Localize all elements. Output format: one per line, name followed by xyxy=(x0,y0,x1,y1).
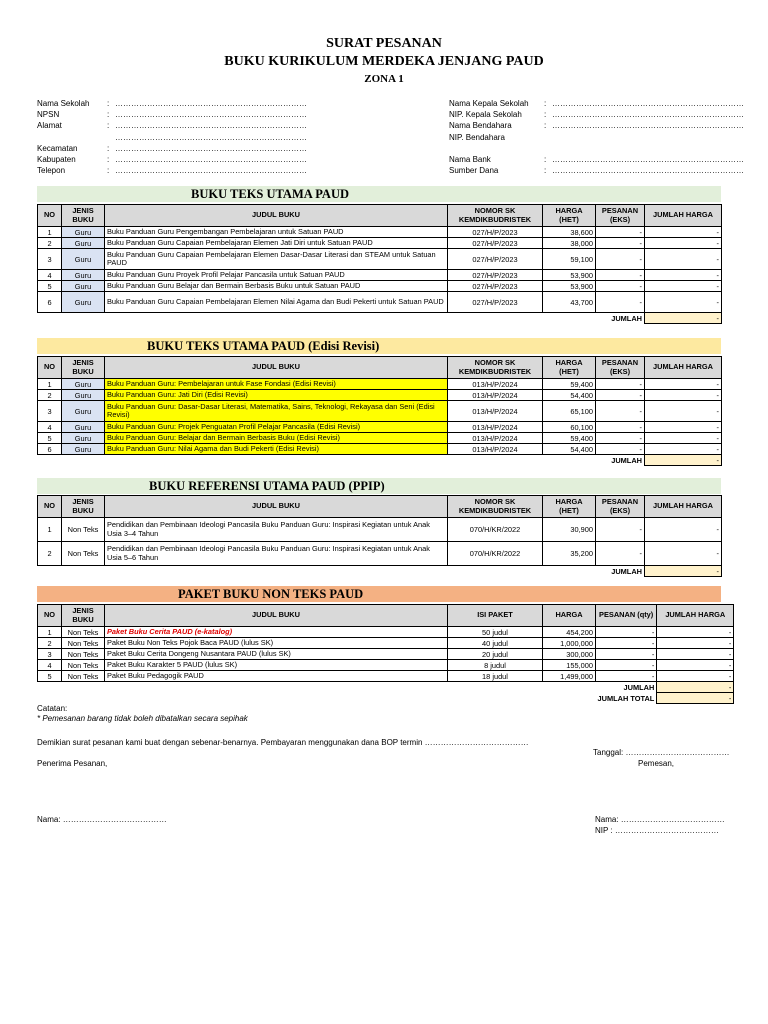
judul-text: Buku Panduan Guru Capaian Pembelajaran Elemen Jati Diri untuk Satuan PAUD xyxy=(107,237,373,247)
harga-value: 35,200 xyxy=(543,542,596,566)
judul-buku xyxy=(105,249,448,270)
table-row xyxy=(38,379,722,390)
judul-buku xyxy=(105,292,448,313)
harga-value: 54,400 xyxy=(543,390,596,401)
judul-buku xyxy=(105,638,448,649)
judul-buku xyxy=(105,518,448,542)
jumlah-harga-value: - xyxy=(645,444,722,455)
harga-value: 59,400 xyxy=(543,433,596,444)
jumlah-harga-value: - xyxy=(645,292,722,313)
info_left-row xyxy=(37,98,307,109)
pesanan-input[interactable]: - xyxy=(596,660,657,671)
section-header-buku-teks xyxy=(37,186,721,202)
pesanan-input[interactable]: - xyxy=(596,401,645,422)
row-number: 2 xyxy=(38,542,62,566)
column-header: JUDUL BUKU xyxy=(105,496,448,518)
isi-paket: 8 judul xyxy=(448,660,543,671)
jenis-buku: Non Teks xyxy=(62,649,105,660)
row-number: 6 xyxy=(38,444,62,455)
column-header: NO xyxy=(38,357,62,379)
column-header: JUDUL BUKU xyxy=(105,605,448,627)
pesanan-input[interactable]: - xyxy=(596,281,645,292)
nip-pemesan-field[interactable]: NIP : ………………………………… xyxy=(595,826,719,835)
column-header: JUDUL BUKU xyxy=(105,205,448,227)
field-colon: : xyxy=(544,154,547,164)
field-colon: : xyxy=(107,110,110,120)
table-row xyxy=(38,227,722,238)
row-number: 1 xyxy=(38,379,62,390)
pesanan-input[interactable]: - xyxy=(596,238,645,249)
field-label: Nama Kepala Sekolah xyxy=(449,99,529,108)
column-header: JENIS BUKU xyxy=(62,605,105,627)
field-value[interactable]: ……………………………………………………………… xyxy=(115,121,307,131)
isi-paket: 20 judul xyxy=(448,649,543,660)
column-header: JUDUL BUKU xyxy=(105,357,448,379)
judul-buku xyxy=(105,238,448,249)
field-label: NIP. Kepala Sekolah xyxy=(449,110,522,120)
harga-value: 38,600 xyxy=(543,227,596,238)
judul-buku xyxy=(105,281,448,292)
judul-text: Buku Panduan Guru: Jati Diri (Edisi Revisi) xyxy=(107,389,248,399)
nama-pemesan-field[interactable]: Nama: ………………………………… xyxy=(595,815,725,824)
total-value: - xyxy=(657,682,734,693)
column-header: JUMLAH HARGA xyxy=(645,496,722,518)
jenis-buku: Guru xyxy=(62,422,105,433)
column-header: PESANAN (EKS) xyxy=(596,357,645,379)
row-number: 1 xyxy=(38,627,62,638)
nomor-sk: 070/H/KR/2022 xyxy=(448,542,543,566)
judul-text: Paket Buku Non Teks Pojok Baca PAUD (lulus SK) xyxy=(107,637,274,647)
jenis-buku: Guru xyxy=(62,379,105,390)
row-number: 2 xyxy=(38,638,62,649)
row-number: 5 xyxy=(38,433,62,444)
section-header-edisi-revisi xyxy=(37,338,721,354)
nomor-sk: 070/H/KR/2022 xyxy=(448,518,543,542)
info_right-row xyxy=(449,98,744,109)
judul-text: Buku Panduan Guru: Projek Penguatan Profil Pelajar Pancasila (Edisi Revisi) xyxy=(107,421,361,431)
field-value[interactable]: ……………………………………………………………… xyxy=(552,121,744,131)
field-value[interactable]: ……………………………………………………………… xyxy=(115,110,307,120)
pesanan-input[interactable]: - xyxy=(596,227,645,238)
judul-buku xyxy=(105,390,448,401)
judul-text: Buku Panduan Guru: Pembelajaran untuk Fase Fondasi (Edisi Revisi) xyxy=(107,378,336,388)
column-header: JENIS BUKU xyxy=(62,496,105,518)
jenis-buku: Guru xyxy=(62,238,105,249)
jenis-buku: Non Teks xyxy=(62,671,105,682)
jumlah-harga-value: - xyxy=(645,422,722,433)
pesanan-input[interactable]: - xyxy=(596,292,645,313)
field-value[interactable]: ……………………………………………………………… xyxy=(552,166,744,176)
nomor-sk: 027/H/P/2023 xyxy=(448,249,543,270)
nomor-sk: 027/H/P/2023 xyxy=(448,281,543,292)
total-row xyxy=(38,682,734,693)
column-header: HARGA (HET) xyxy=(543,496,596,518)
total-value: - xyxy=(657,693,734,704)
harga-value: 30,900 xyxy=(543,518,596,542)
field-label: Alamat xyxy=(37,121,62,131)
row-number: 1 xyxy=(38,227,62,238)
jumlah-harga-value: - xyxy=(645,227,722,238)
judul-text: Buku Panduan Guru Belajar dan Bermain Berbasis Buku untuk Satuan PAUD xyxy=(107,280,361,290)
jumlah-harga-value: - xyxy=(657,627,734,638)
pesanan-input[interactable]: - xyxy=(596,433,645,444)
field-value[interactable]: ……………………………………………………………… xyxy=(115,99,307,108)
table-header-row xyxy=(38,605,734,627)
pesanan-input[interactable]: - xyxy=(596,390,645,401)
column-header: NOMOR SK KEMDIKBUDRISTEK xyxy=(448,357,543,379)
school-info xyxy=(37,98,307,176)
column-header: PESANAN (EKS) xyxy=(596,205,645,227)
principal-info xyxy=(449,98,744,176)
harga-value: 60,100 xyxy=(543,422,596,433)
pesanan-input[interactable]: - xyxy=(596,422,645,433)
table-row xyxy=(38,649,734,660)
jumlah-harga-value: - xyxy=(657,649,734,660)
nomor-sk: 027/H/P/2023 xyxy=(448,227,543,238)
jumlah-harga-value: - xyxy=(645,390,722,401)
row-number: 3 xyxy=(38,249,62,270)
column-header: PESANAN (qty) xyxy=(596,605,657,627)
catatan-label: Catatan: xyxy=(37,704,68,713)
judul-text: Pendidikan dan Pembinaan Ideologi Pancasila Buku Panduan Guru: Inspirasi Kegiatan untuk Anak Usia 3–4 Tahun xyxy=(107,520,430,538)
jumlah-harga-value: - xyxy=(657,671,734,682)
judul-text: Paket Buku Cerita PAUD (e-katalog) xyxy=(107,626,233,636)
field-label: NPSN xyxy=(37,110,60,120)
info_right-row xyxy=(449,132,744,143)
table-row xyxy=(38,518,722,542)
total-value: - xyxy=(645,455,722,466)
tanggal-field[interactable]: Tanggal: ………………………………… xyxy=(593,748,730,757)
isi-paket: 40 judul xyxy=(448,638,543,649)
column-header: JUMLAH HARGA xyxy=(645,205,722,227)
table-row xyxy=(38,542,722,566)
row-number: 4 xyxy=(38,660,62,671)
nomor-sk: 013/H/P/2024 xyxy=(448,379,543,390)
jenis-buku: Guru xyxy=(62,433,105,444)
field-label: Kabupaten xyxy=(37,154,76,164)
judul-buku xyxy=(105,671,448,682)
nomor-sk: 027/H/P/2023 xyxy=(448,292,543,313)
field-colon: : xyxy=(107,143,110,153)
column-header: HARGA xyxy=(543,605,596,627)
judul-text: Paket Buku Cerita Dongeng Nusantara PAUD (lulus SK) xyxy=(107,648,291,658)
row-number: 4 xyxy=(38,422,62,433)
judul-buku xyxy=(105,270,448,281)
jumlah-harga-value: - xyxy=(657,660,734,671)
row-number: 6 xyxy=(38,292,62,313)
catatan-note: * Pemesanan barang tidak boleh dibatalkan secara sepihak xyxy=(37,714,248,723)
table-referensi xyxy=(37,495,722,577)
judul-buku xyxy=(105,422,448,433)
column-header: NOMOR SK KEMDIKBUDRISTEK xyxy=(448,496,543,518)
harga-value: 59,100 xyxy=(543,249,596,270)
judul-text: Paket Buku Pedagogik PAUD xyxy=(107,670,204,680)
jumlah-harga-value: - xyxy=(645,379,722,390)
table-header-row xyxy=(38,205,722,227)
pesanan-input[interactable]: - xyxy=(596,249,645,270)
judul-text: Buku Panduan Guru Capaian Pembelajaran Elemen Dasar-Dasar Literasi dan STEAM untuk Satuan PAUD xyxy=(107,249,436,267)
harga-value: 38,000 xyxy=(543,238,596,249)
section-header-referensi xyxy=(37,478,721,494)
jumlah-harga-value: - xyxy=(645,401,722,422)
field-colon: : xyxy=(544,99,547,108)
field-label: NIP. Bendahara xyxy=(449,132,505,142)
title-surat-pesanan: SURAT PESANAN xyxy=(326,36,442,51)
field-colon: : xyxy=(544,121,547,131)
total-label: JUMLAH xyxy=(623,682,655,692)
column-header: JUMLAH HARGA xyxy=(657,605,734,627)
judul-buku xyxy=(105,649,448,660)
row-number: 3 xyxy=(38,401,62,422)
field-value[interactable]: ……………………………………………………………… xyxy=(115,132,307,142)
section-header-paket xyxy=(37,586,721,602)
field-colon: : xyxy=(107,99,110,108)
total-label: JUMLAH TOTAL xyxy=(597,693,655,703)
pesanan-input[interactable]: - xyxy=(596,379,645,390)
field-colon: : xyxy=(107,166,110,176)
column-header: ISI PAKET xyxy=(448,605,543,627)
field-value[interactable]: ……………………………………………………………… xyxy=(115,166,307,176)
info_left-row xyxy=(37,154,307,165)
pesanan-input[interactable]: - xyxy=(596,627,657,638)
total-row xyxy=(38,693,734,704)
table-row xyxy=(38,390,722,401)
judul-text: Buku Panduan Guru: Nilai Agama dan Budi Pekerti (Edisi Revisi) xyxy=(107,443,319,453)
isi-paket: 50 judul xyxy=(448,627,543,638)
info_left-row xyxy=(37,120,307,131)
table-buku-teks xyxy=(37,204,722,324)
info_right-row xyxy=(449,109,744,120)
field-value[interactable]: ……………………………………………………………… xyxy=(552,110,744,120)
table-row xyxy=(38,238,722,249)
table-header-row xyxy=(38,357,722,379)
row-number: 4 xyxy=(38,270,62,281)
jenis-buku: Non Teks xyxy=(62,518,105,542)
total-row xyxy=(38,566,722,577)
table-row xyxy=(38,671,734,682)
row-number: 5 xyxy=(38,671,62,682)
nomor-sk: 013/H/P/2024 xyxy=(448,390,543,401)
nomor-sk: 013/H/P/2024 xyxy=(448,444,543,455)
harga-value: 43,700 xyxy=(543,292,596,313)
jenis-buku: Guru xyxy=(62,270,105,281)
section-title: PAKET BUKU NON TEKS PAUD xyxy=(178,587,364,601)
row-number: 3 xyxy=(38,649,62,660)
table-header-row xyxy=(38,496,722,518)
pesanan-input[interactable]: - xyxy=(596,542,645,566)
column-header: NO xyxy=(38,605,62,627)
column-header: NO xyxy=(38,496,62,518)
nomor-sk: 013/H/P/2024 xyxy=(448,422,543,433)
table-paket xyxy=(37,604,734,704)
pesanan-input[interactable]: - xyxy=(596,671,657,682)
harga-value: 300,000 xyxy=(543,649,596,660)
pesanan-input[interactable]: - xyxy=(596,270,645,281)
statement-text: Demikian surat pesanan kami buat dengan sebenar-benarnya. Pembayaran menggunakan dana BOP termin ………………………………… xyxy=(37,738,529,747)
jenis-buku: Guru xyxy=(62,227,105,238)
row-number: 2 xyxy=(38,390,62,401)
jumlah-harga-value: - xyxy=(657,638,734,649)
jumlah-harga-value: - xyxy=(645,281,722,292)
judul-text: Buku Panduan Guru Capaian Pembelajaran Elemen Nilai Agama dan Budi Pekerti untuk Satuan PAUD xyxy=(107,296,444,306)
harga-value: 59,400 xyxy=(543,379,596,390)
total-value: - xyxy=(645,566,722,577)
field-value[interactable]: ……………………………………………………………… xyxy=(115,143,307,153)
field-value[interactable]: ……………………………………………………………… xyxy=(115,154,307,164)
total-row xyxy=(38,313,722,324)
field-label: Kecamatan xyxy=(37,143,78,153)
nama-penerima-field[interactable]: Nama: ………………………………… xyxy=(37,815,167,824)
field-colon xyxy=(544,143,552,154)
judul-text: Buku Panduan Guru Pengembangan Pembelajaran untuk Satuan PAUD xyxy=(107,226,344,236)
harga-value: 155,000 xyxy=(543,660,596,671)
field-colon: : xyxy=(544,110,547,120)
info_right-row xyxy=(449,154,744,165)
table-row xyxy=(38,444,722,455)
judul-text: Buku Panduan Guru Proyek Profil Pelajar Pancasila untuk Satuan PAUD xyxy=(107,269,345,279)
table-row xyxy=(38,433,722,444)
field-value[interactable]: ……………………………………………………………… xyxy=(552,99,744,108)
section-title: BUKU TEKS UTAMA PAUD (Edisi Revisi) xyxy=(147,339,380,353)
table-edisi-revisi xyxy=(37,356,722,466)
total-label: JUMLAH xyxy=(611,455,642,465)
harga-value: 65,100 xyxy=(543,401,596,422)
judul-buku xyxy=(105,660,448,671)
total-label: JUMLAH xyxy=(611,313,642,323)
harga-value: 454,200 xyxy=(543,627,596,638)
jenis-buku: Guru xyxy=(62,292,105,313)
pesanan-input[interactable]: - xyxy=(596,518,645,542)
pesanan-input[interactable]: - xyxy=(596,638,657,649)
field-label: Nama Bank xyxy=(449,154,491,164)
jenis-buku: Guru xyxy=(62,249,105,270)
jenis-buku: Non Teks xyxy=(62,542,105,566)
field-label xyxy=(37,132,107,143)
info_right-row xyxy=(449,143,744,154)
field-colon xyxy=(107,132,115,143)
field-colon: : xyxy=(544,166,547,176)
judul-buku xyxy=(105,227,448,238)
field-label: Sumber Dana xyxy=(449,166,499,176)
total-row xyxy=(38,455,722,466)
field-colon xyxy=(544,132,552,143)
total-label: JUMLAH xyxy=(611,566,642,576)
section-title: BUKU REFERENSI UTAMA PAUD (PPIP) xyxy=(149,479,385,493)
column-header: PESANAN (EKS) xyxy=(596,496,645,518)
judul-text: Buku Panduan Guru: Dasar-Dasar Literasi, Matematika, Sains, Teknologi, Rekayasa dan Seni (Edisi Revisi) xyxy=(107,401,435,419)
column-header: NO xyxy=(38,205,62,227)
jenis-buku: Non Teks xyxy=(62,660,105,671)
row-number: 2 xyxy=(38,238,62,249)
title-zona: ZONA 1 xyxy=(364,73,404,85)
judul-buku xyxy=(105,401,448,422)
info_left-row xyxy=(37,109,307,120)
column-header: JENIS BUKU xyxy=(62,205,105,227)
harga-value: 54,400 xyxy=(543,444,596,455)
table-row xyxy=(38,281,722,292)
judul-buku xyxy=(105,542,448,566)
jenis-buku: Non Teks xyxy=(62,627,105,638)
row-number: 1 xyxy=(38,518,62,542)
jumlah-harga-value: - xyxy=(645,518,722,542)
table-row xyxy=(38,638,734,649)
jumlah-harga-value: - xyxy=(645,249,722,270)
penerima-label: Penerima Pesanan, xyxy=(37,759,108,768)
nomor-sk: 013/H/P/2024 xyxy=(448,401,543,422)
info_right-row xyxy=(449,165,744,176)
isi-paket: 18 judul xyxy=(448,671,543,682)
jenis-buku: Guru xyxy=(62,401,105,422)
field-colon: : xyxy=(107,154,110,164)
field-colon: : xyxy=(107,121,110,131)
field-label: Telepon xyxy=(37,166,66,176)
judul-text: Buku Panduan Guru: Belajar dan Bermain Berbasis Buku (Edisi Revisi) xyxy=(107,432,340,442)
judul-buku xyxy=(105,627,448,638)
column-header: NOMOR SK KEMDIKBUDRISTEK xyxy=(448,205,543,227)
judul-buku xyxy=(105,444,448,455)
column-header: JENIS BUKU xyxy=(62,357,105,379)
total-value: - xyxy=(645,313,722,324)
info_right-row xyxy=(449,120,744,131)
info_left-row xyxy=(37,165,307,176)
harga-value: 1,499,000 xyxy=(543,671,596,682)
table-row xyxy=(38,627,734,638)
harga-value: 53,900 xyxy=(543,281,596,292)
pesanan-input[interactable]: - xyxy=(596,649,657,660)
field-label xyxy=(449,143,544,154)
judul-text: Paket Buku Karakter 5 PAUD (lulus SK) xyxy=(107,659,238,669)
jenis-buku: Guru xyxy=(62,281,105,292)
field-label: Nama Sekolah xyxy=(37,99,90,108)
jenis-buku: Non Teks xyxy=(62,638,105,649)
info_left-row xyxy=(37,143,307,154)
table-row xyxy=(38,422,722,433)
info_left-row xyxy=(37,132,307,143)
harga-value: 53,900 xyxy=(543,270,596,281)
judul-text: Pendidikan dan Pembinaan Ideologi Pancasila Buku Panduan Guru: Inspirasi Kegiatan untuk Anak Usia 5–6 Tahun xyxy=(107,544,430,562)
jumlah-harga-value: - xyxy=(645,238,722,249)
jenis-buku: Guru xyxy=(62,444,105,455)
field-value[interactable]: ……………………………………………………………… xyxy=(552,154,744,164)
nomor-sk: 027/H/P/2023 xyxy=(448,270,543,281)
column-header: HARGA (HET) xyxy=(543,357,596,379)
jumlah-harga-value: - xyxy=(645,542,722,566)
pemesan-label: Pemesan, xyxy=(638,759,675,768)
jumlah-harga-value: - xyxy=(645,433,722,444)
table-row xyxy=(38,249,722,270)
column-header: HARGA (HET) xyxy=(543,205,596,227)
nomor-sk: 013/H/P/2024 xyxy=(448,433,543,444)
table-row xyxy=(38,270,722,281)
column-header: JUMLAH HARGA xyxy=(645,357,722,379)
table-row xyxy=(38,401,722,422)
judul-buku xyxy=(105,433,448,444)
field-label: Nama Bendahara xyxy=(449,121,512,131)
jenis-buku: Guru xyxy=(62,390,105,401)
title-buku-kurikulum: BUKU KURIKULUM MERDEKA JENJANG PAUD xyxy=(224,54,544,69)
row-number: 5 xyxy=(38,281,62,292)
harga-value: 1,000,000 xyxy=(543,638,596,649)
jumlah-harga-value: - xyxy=(645,270,722,281)
section-title: BUKU TEKS UTAMA PAUD xyxy=(191,187,350,201)
table-row xyxy=(38,660,734,671)
nomor-sk: 027/H/P/2023 xyxy=(448,238,543,249)
pesanan-input[interactable]: - xyxy=(596,444,645,455)
judul-buku xyxy=(105,379,448,390)
table-row xyxy=(38,292,722,313)
